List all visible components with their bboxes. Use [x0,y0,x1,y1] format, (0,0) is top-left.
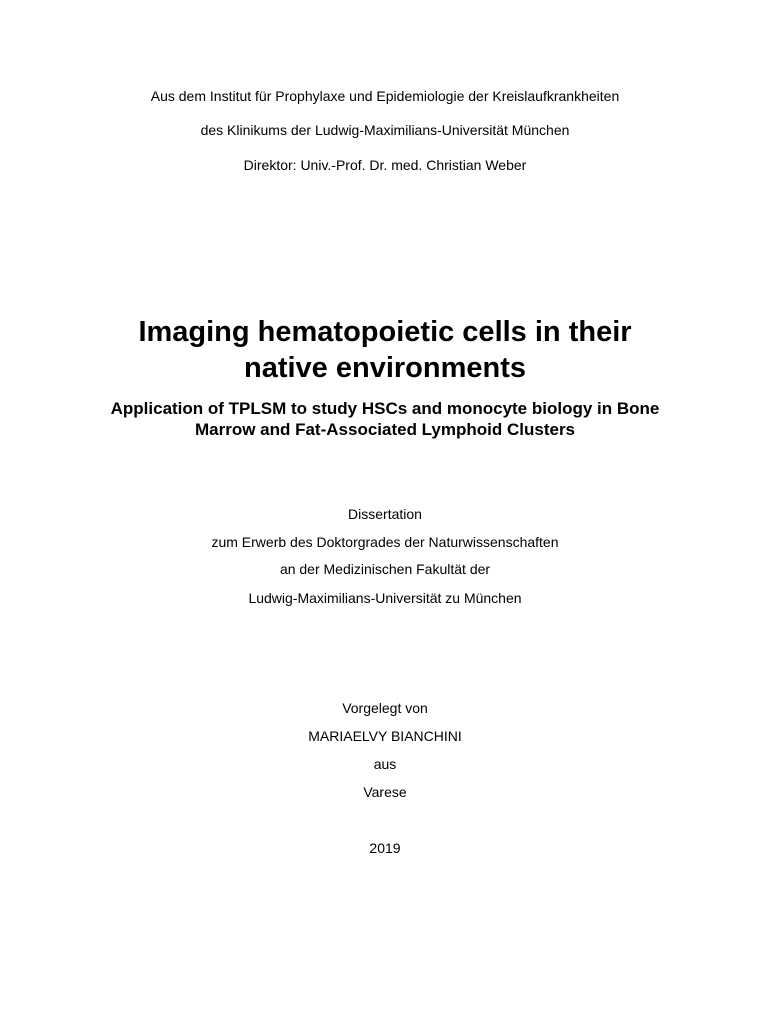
thesis-subtitle-line-1: Application of TPLSM to study HSCs and monocyte biology in Bone [110,399,660,418]
year: 2019 [369,840,401,856]
author-name: MARIAELVY BIANCHINI [308,728,462,744]
birthplace: Varese [363,784,407,800]
thesis-title-line-1: Imaging hematopoietic cells in their [138,316,632,348]
submitted-by-label: Vorgelegt von [342,700,428,716]
faculty-line: an der Medizinischen Fakultät der [279,561,491,577]
university-line: Ludwig-Maximilians-Universität zu München [248,590,522,606]
clinic-line: des Klinikums der Ludwig-Maximilians-Universität München [200,122,570,138]
director-line: Direktor: Univ.-Prof. Dr. med. Christian Weber [243,157,527,173]
institute-line: Aus dem Institut für Prophylaxe und Epidemiologie der Kreislaufkrankheiten [150,88,620,104]
degree-line: zum Erwerb des Doktorgrades der Naturwissenschaften [211,534,559,550]
thesis-subtitle-line-2: Marrow and Fat-Associated Lymphoid Clusters [194,420,576,439]
thesis-title-line-2: native environments [243,352,527,384]
from-label: aus [373,756,397,772]
dissertation-label: Dissertation [348,506,422,522]
